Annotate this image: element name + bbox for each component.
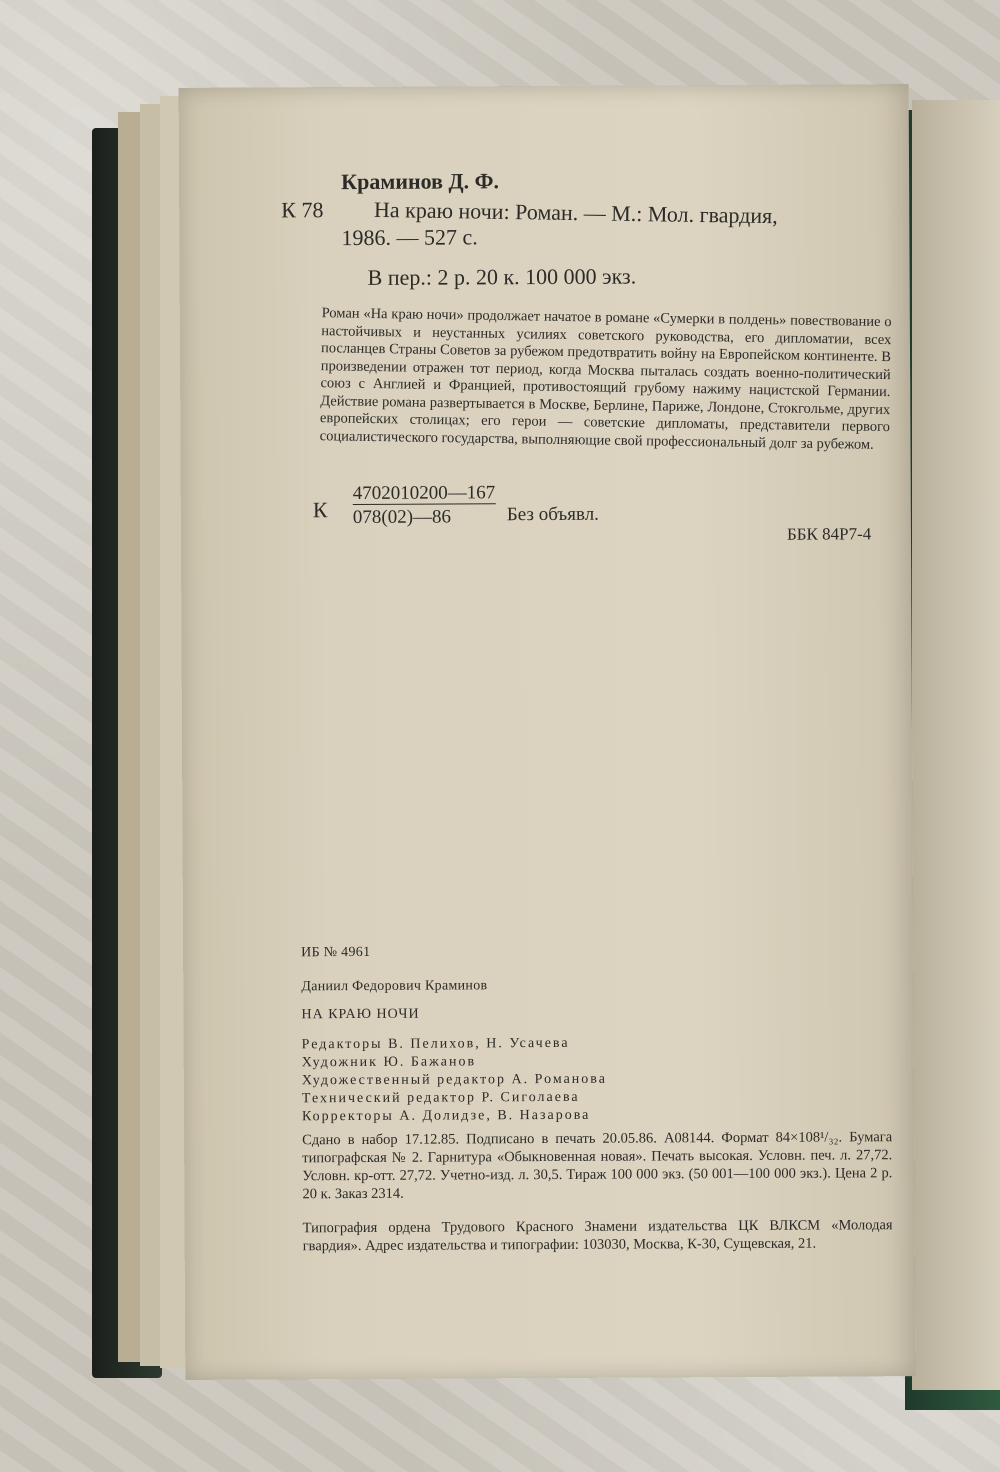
catalog-index: К 78 bbox=[281, 197, 324, 223]
code-top-text: 4702010200—167 bbox=[352, 482, 496, 505]
price-line: В пер.: 2 р. 20 к. 100 000 экз. bbox=[367, 263, 637, 290]
no-ads: Без объявл. bbox=[506, 503, 599, 526]
year-pages: 1986. — 527 с. bbox=[341, 224, 478, 251]
printer-info: Типография ордена Трудового Красного Знамени издательства ЦК ВЛКСМ «Молодая гвардия». Адрес издательства и типографии: 103030, Москва, К-30, Сущевская, 21. bbox=[302, 1217, 893, 1255]
facing-page bbox=[912, 100, 1000, 1390]
author-full: Даниил Федорович Краминов bbox=[301, 978, 488, 995]
credit-line: Технический редактор Р. Сиголаева bbox=[301, 1089, 580, 1107]
code-top bbox=[353, 482, 496, 505]
ib-number: ИБ № 4961 bbox=[301, 944, 371, 961]
book-page bbox=[179, 84, 916, 1380]
annotation: Роман «На краю ночи» продолжает начатое в романе «Сумерки в полдень» повествование о настойчивых и неустанных усилиях советского руководства, его дипломатии, всех посланцев Страны Советов за рубежом предотвратить войну на Европейском континенте. В произведении отражен тот период, когда Москва пыталась создать военно-политический союз с Англией и Францией, противостоящий грубому нажиму нацистской Германии. Действие романа развертывается в Москве, Берлине, Париже, Лондоне, Стокгольме, других европейских столицах; его герои — советские дипломаты, представители первого социалистического государства, выполняющие свой профессиональный долг за рубежом. bbox=[319, 305, 892, 453]
credit-line: Художественный редактор А. Романова bbox=[301, 1071, 607, 1089]
credit-line: Редакторы В. Пелихов, Н. Усачева bbox=[301, 1035, 570, 1053]
credit-line: Корректоры А. Долидзе, В. Назарова bbox=[301, 1107, 591, 1125]
author-name: Краминов Д. Ф. bbox=[341, 168, 500, 195]
credit-line: Художник Ю. Бажанов bbox=[301, 1054, 477, 1071]
title-line: На краю ночи: Роман. — М.: Мол. гвардия, bbox=[373, 196, 778, 229]
code-bottom: 078(02)—86 bbox=[352, 506, 452, 529]
bbk-code: ББК 84Р7-4 bbox=[786, 524, 872, 544]
title-caps: НА КРАЮ НОЧИ bbox=[301, 1006, 420, 1023]
k-letter: К bbox=[312, 497, 328, 523]
print-info: Сдано в набор 17.12.85. Подписано в печать 20.05.86. А08144. Формат 84×108¹/₃₂. Бумага типографская № 2. Гарнитура «Обыкновенная новая». Печать высокая. Условн. печ. л. 27,72. Условн. кр-отт. 27,72. Учетно-изд. л. 30,5. Тираж 100 000 экз. (50 001—100 000 экз.). Цена 2 р. 20 к. Заказ 2314. bbox=[302, 1129, 893, 1203]
